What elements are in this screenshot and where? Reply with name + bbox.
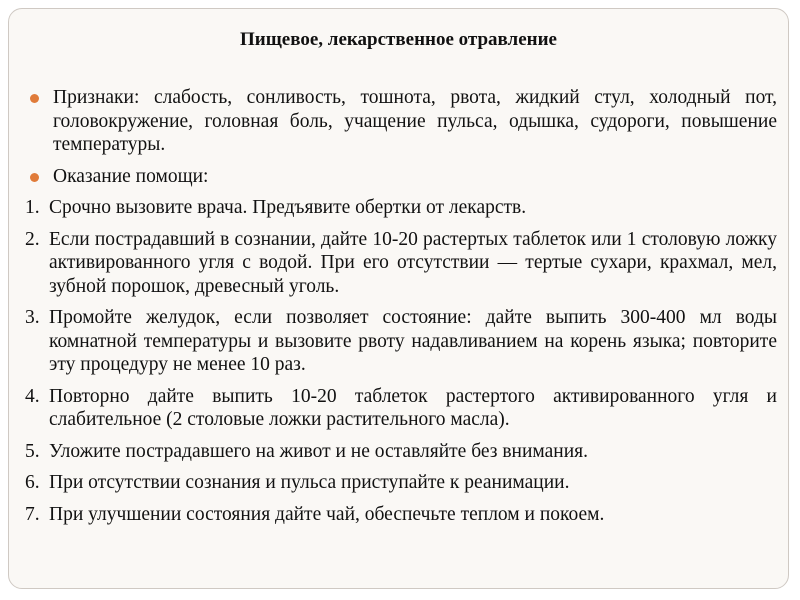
step-number: 5. bbox=[25, 440, 40, 462]
step-item-4 bbox=[25, 385, 777, 432]
bullet-dot-icon bbox=[30, 173, 39, 182]
bullet-dot-icon bbox=[30, 94, 39, 103]
step-text: Срочно вызовите врача. Предъявите обертки от лекарств. bbox=[49, 197, 527, 218]
step-number: 4. bbox=[25, 385, 40, 407]
step-text: Уложите пострадавшего на живот и не оставляйте без внимания. bbox=[49, 440, 588, 462]
step-text: При отсутствии сознания и пульса приступайте к реанимации. bbox=[49, 472, 570, 493]
step-text: Если пострадавший в сознании, дайте 10-20 растертых таблеток или 1 столовую ложку активированного угля с водой. При его отсутствии — тертые сухари, крахмал, мел, зубной порошок, древесный уголь. bbox=[49, 228, 777, 297]
step-number: 1. bbox=[25, 197, 40, 218]
step-number: 7. bbox=[25, 503, 40, 525]
step-item-2 bbox=[25, 228, 777, 299]
step-text: Промойте желудок, если позволяет состояние: дайте выпить 300-400 мл воды комнатной температуры и вызовите рвоту надавливанием на корень языка; повторите эту процедуру не менее 10 раз. bbox=[49, 307, 777, 375]
step-item-6 bbox=[25, 471, 777, 495]
step-text: При улучшении состояния дайте чай, обеспечьте теплом и покоем. bbox=[49, 503, 605, 525]
step-number: 2. bbox=[25, 228, 40, 250]
step-item-1 bbox=[25, 196, 777, 220]
bullet-text: Признаки: слабость, сонливость, тошнота, рвота, жидкий стул, холодный пот, головокружение, головная боль, учащение пульса, одышка, судороги, повышение температуры. bbox=[53, 87, 777, 155]
step-item-7 bbox=[25, 503, 777, 527]
step-number: 3. bbox=[25, 307, 40, 328]
step-number: 6. bbox=[25, 472, 40, 493]
step-text: Повторно дайте выпить 10-20 таблеток растертого активированного угля и слабительное (2 столовые ложки растительного масла). bbox=[49, 385, 777, 430]
slide-title: Пищевое, лекарственное отравление bbox=[240, 29, 557, 50]
slide bbox=[8, 8, 789, 589]
bullet-item-signs bbox=[25, 86, 777, 157]
slide-content bbox=[25, 86, 777, 534]
step-item-5 bbox=[25, 440, 777, 464]
bullet-item-first-aid bbox=[25, 165, 777, 189]
step-item-3 bbox=[25, 306, 777, 377]
bullet-text: Оказание помощи: bbox=[53, 165, 209, 187]
